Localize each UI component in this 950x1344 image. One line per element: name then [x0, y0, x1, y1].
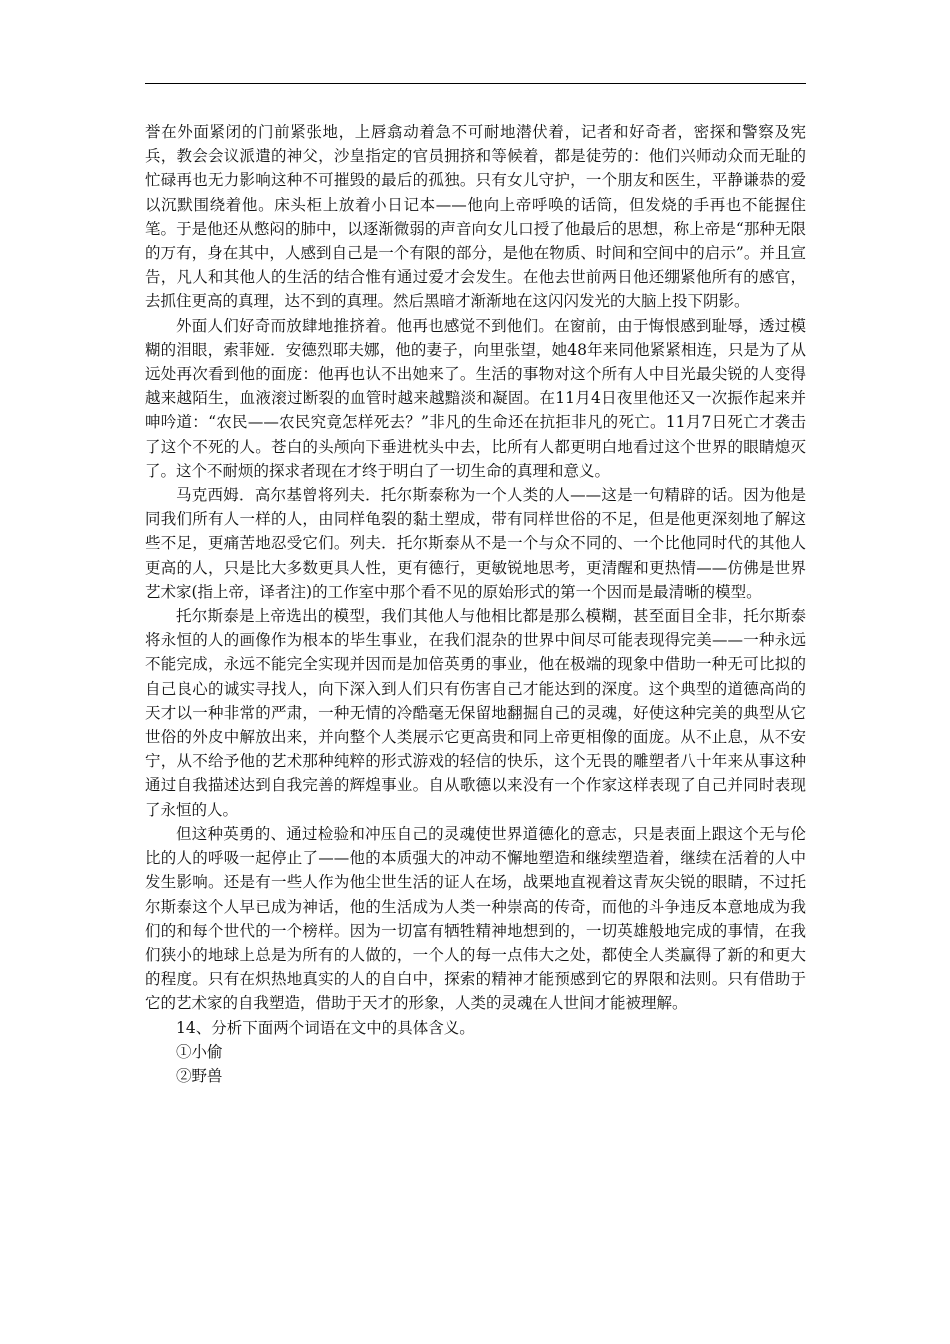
- paragraph-1: 誉在外面紧闭的门前紧张地，上唇翕动着急不可耐地潜伏着，记者和好奇者，密探和警察及宪兵，教会会议派遣的神父，沙皇指定的官员拥挤和等候着，都是徒劳的：他们兴师动众而无耻的忙碌再也无力影响这种不可摧毁的最后的孤独。只有女儿守护，一个朋友和医生，平静谦恭的爱以沉默围绕着他。床头柜上放着小日记本——他向上帝呼唤的话筒，但发烧的手再也不能握住笔。于是他还从憋闷的肺中，以逐渐微弱的声音向女儿口授了他最后的思想，称上帝是“那种无限的万有，身在其中，人感到自己是一个有限的部分，是他在物质、时间和空间中的启示”。并且宣告，凡人和其他人的生活的结合惟有通过爱才会发生。在他去世前两日他还绷紧他所有的感官，去抓住更高的真理，达不到的真理。然后黑暗才渐渐地在这闪闪发光的大脑上投下阴影。: [145, 123, 806, 311]
- paragraph-3: 马克西姆．高尔基曾将列夫．托尔斯泰称为一个人类的人——这是一句精辟的话。因为他是同我们所有人一样的人，由同样龟裂的黏土塑成，带有同样世俗的不足，但是他更深刻地了解这些不足，更痛苦地忍受它们。列夫．托尔斯泰从不是一个与众不同的、一个比他同时代的其他人更高的人，只是比大多数更具人性，更有德行，更敏锐地思考，更清醒和更热情——仿佛是世界艺术家(指上帝，译者注)的工作室中那个看不见的原始形式的第一个因而是最清晰的模型。: [145, 486, 806, 601]
- paragraph-4: 托尔斯泰是上帝选出的模型，我们其他人与他相比都是那么模糊，甚至面目全非，托尔斯泰将永恒的人的画像作为根本的毕生事业，在我们混杂的世界中间尽可能表现得完美——一种永远不能完成，永远不能完全实现并因而是加倍英勇的事业，他在极端的现象中借助一种无可比拟的自己良心的诚实寻找人，向下深入到人们只有伤害自己才能达到的深度。这个典型的道德高尚的天才以一种非常的严肃，一种无情的冷酷毫无保留地翻掘自己的灵魂，好使这种完美的典型从它世俗的外皮中解放出来，并向整个人类展示它更高贵和同上帝更相像的面庞。从不止息，从不安宁，从不给予他的艺术那种纯粹的形式游戏的轻信的快乐，这个无畏的雕塑者八十年来从事这种通过自我描述达到自我完善的辉煌事业。自从歌德以来没有一个作家这样表现了自己并同时表现了永恒的人。: [145, 607, 806, 819]
- paragraph-5: 但这种英勇的、通过检验和冲压自己的灵魂使世界道德化的意志，只是表面上跟这个无与伦比的人的呼吸一起停止了——他的本质强大的冲动不懈地塑造和继续塑造着，继续在活着的人中发生影响。还是有一些人作为他尘世生活的证人在场，战栗地直视着这青灰尖锐的眼睛，不过托尔斯泰这个人早已成为神话，他的生活成为人类一种崇高的传奇，而他的斗争违反本意地成为我们的和每个世代的一个榜样。因为一切富有牺牲精神地想到的，一切英雄般地完成的事情，在我们狭小的地球上总是为所有的人做的，一个人的每一点伟大之处，都使全人类赢得了新的和更大的程度。只有在炽热地真实的人的自白中，探索的精神才能预感到它的界限和法则。只有借助于它的艺术家的自我塑造，借助于天才的形象，人类的灵魂在人世间才能被理解。: [145, 824, 806, 1013]
- header-rule: [145, 83, 806, 84]
- paragraph-2: 外面人们好奇而放肆地推挤着。他再也感觉不到他们。在窗前，由于悔恨感到耻辱，透过模糊的泪眼，索菲娅．安德烈耶夫娜，他的妻子，向里张望，她48年来同他紧紧相连，只是为了从远处再次看到他的面庞：他再也认不出她来了。生活的事物对这个所有人中目光最尖锐的人变得越来越陌生，血液滚过断裂的血管时越来越黯淡和凝固。在11月4日夜里他还又一次振作起来并呻吟道：“农民——农民究竟怎样死去？”非凡的生命还在抗拒非凡的死亡。11月7日死亡才袭击了这个不死的人。苍白的头颅向下垂进枕头中去，比所有人都更明白地看过这个世界的眼睛熄灭了。这个不耐烦的探求者现在才终于明白了一切生命的真理和意义。: [145, 316, 806, 480]
- question-block: [145, 1016, 806, 1089]
- question-item-1: ①小偷: [176, 1042, 223, 1061]
- document-body: [145, 120, 806, 1088]
- question-item-2: ②野兽: [176, 1066, 223, 1085]
- question-prompt: 14、分析下面两个词语在文中的具体含义。: [176, 1018, 475, 1037]
